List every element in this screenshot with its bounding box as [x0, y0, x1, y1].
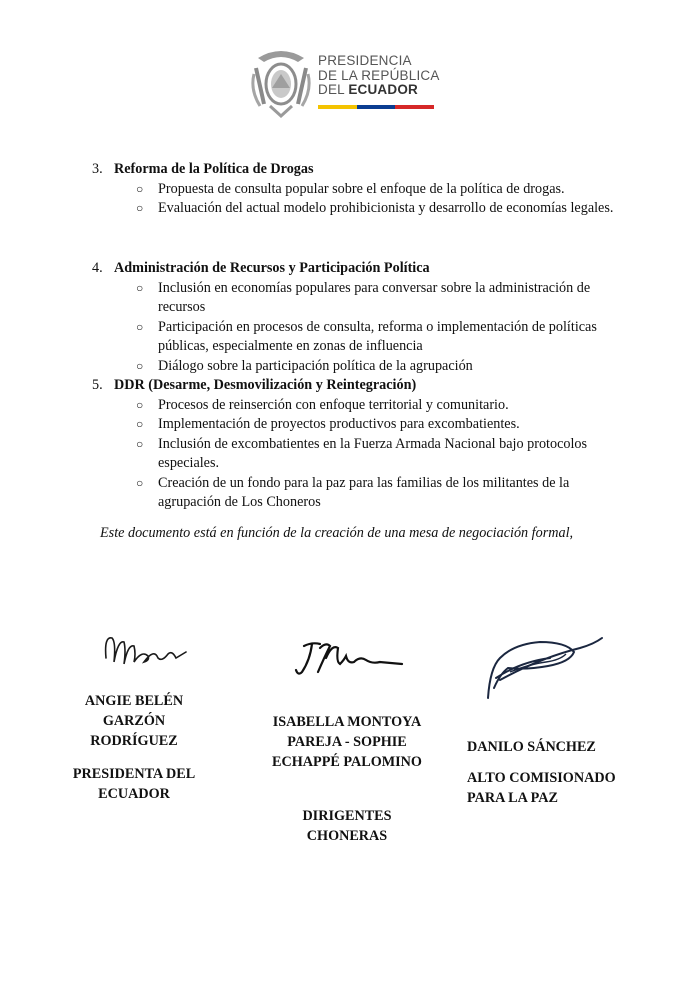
- signatory-1-name: ANGIE BELÉN GARZÓN RODRÍGUEZ: [84, 693, 184, 749]
- signatory-2-role: DIRIGENTES CHONERAS: [302, 808, 392, 844]
- section-title: [92, 259, 632, 279]
- flag-color-bar: [318, 105, 434, 109]
- list-item: ○ Inclusión de excombatientes en la Fuerza Armada Nacional bajo protocolos especiales.: [92, 435, 632, 474]
- section-title-text: Administración de Recursos y Participación Política: [114, 260, 430, 276]
- section-title-text: DDR (Desarme, Desmovilización y Reintegración): [114, 377, 417, 393]
- section-title-text: Reforma de la Política de Drogas: [114, 161, 314, 177]
- list-item: ○ Implementación de proyectos productivos para excombatientes.: [92, 415, 632, 435]
- signatory-2-name: ISABELLA MONTOYA PAREJA - SOPHIE ECHAPPÉ PALOMINO: [272, 714, 422, 770]
- section-3: [92, 160, 632, 219]
- section-number: 4.: [92, 260, 103, 276]
- list-item: ○ Evaluación del actual modelo prohibicionista y desarrollo de economías legales.: [92, 199, 632, 219]
- list-item: ○ Diálogo sobre la participación política de la agrupación: [92, 357, 632, 377]
- logo-line-3: DEL ECUADOR: [318, 82, 418, 97]
- signatory-1-role: PRESIDENTA DEL ECUADOR: [72, 766, 196, 802]
- logo-text: [318, 54, 440, 98]
- signatory-3-role: ALTO COMISIONADO PARA LA PAZ: [467, 770, 616, 806]
- presidency-logo: [250, 44, 440, 120]
- coat-of-arms-icon: [250, 44, 312, 118]
- section-title: [92, 376, 632, 396]
- closing-statement: Este documento está en función de la creación de una mesa de negociación formal,: [100, 525, 574, 541]
- signature-1: [96, 628, 216, 676]
- list-item: ○ Inclusión en economías populares para conversar sobre la administración de recursos: [92, 279, 632, 318]
- section-title: [92, 160, 632, 180]
- section-5: [92, 376, 632, 513]
- list-item: ○ Propuesta de consulta popular sobre el enfoque de la política de drogas.: [92, 180, 632, 200]
- list-item: ○ Creación de un fondo para la paz para las familias de los militantes de la agrupación de Los Choneros: [92, 474, 632, 513]
- section-number: 3.: [92, 161, 103, 177]
- section-number: 5.: [92, 377, 103, 393]
- flag-yellow: [318, 105, 357, 109]
- signature-3: [470, 628, 610, 704]
- section-4: [92, 259, 632, 376]
- signature-2: [290, 638, 410, 680]
- logo-line-1: PRESIDENCIA: [318, 53, 412, 68]
- flag-red: [395, 105, 434, 109]
- signatory-3-name: DANILO SÁNCHEZ: [467, 739, 596, 755]
- logo-line-2: DE LA REPÚBLICA: [318, 67, 440, 83]
- list-item: ○ Participación en procesos de consulta, reforma o implementación de políticas públicas, especialmente en zonas de influencia: [92, 318, 632, 357]
- flag-blue: [357, 105, 396, 109]
- list-item: ○ Procesos de reinserción con enfoque territorial y comunitario.: [92, 396, 632, 416]
